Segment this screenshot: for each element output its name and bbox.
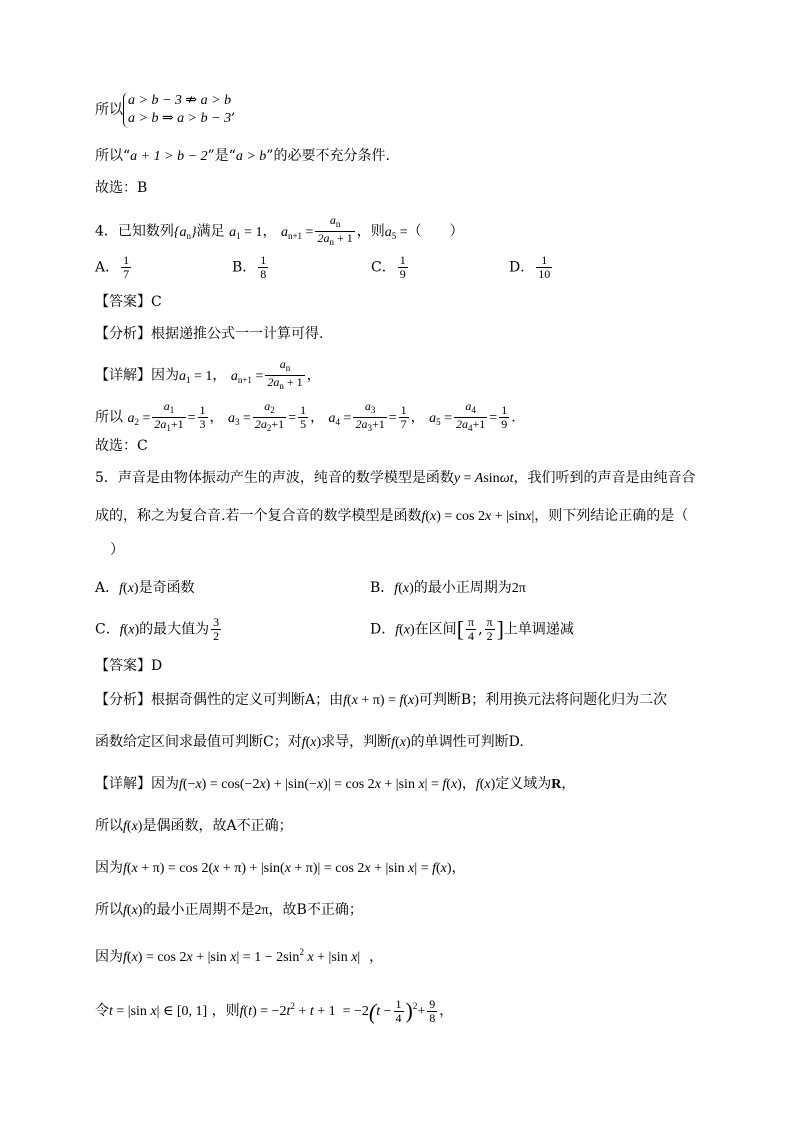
text: 的单调性可判断D. xyxy=(410,734,524,750)
fx: f(x) xyxy=(475,777,496,792)
analysis-text: 根据递推公式一一计算可得. xyxy=(151,326,324,342)
fx: f(x) xyxy=(119,622,140,638)
initial-term: $a_1 = 1$ xyxy=(229,224,263,241)
numerator: 1 xyxy=(260,253,267,267)
option-label: A． xyxy=(95,580,120,596)
denominator: 8 xyxy=(260,267,267,281)
denominator: 9 xyxy=(399,267,406,281)
q5-detail-line-1 xyxy=(95,774,575,795)
text: 5．声音是由物体振动产生的声波，纯音的数学模型是函数 xyxy=(95,470,454,486)
fx: f(x) xyxy=(123,819,143,834)
conclusion-system-line xyxy=(95,92,236,128)
q5-line-3: ） xyxy=(110,542,124,558)
detail-tag: 【详解】 xyxy=(95,776,151,792)
answer-choice-line: 故选：B xyxy=(95,180,148,196)
text: 成的，称之为复合音.若一个复合音的数学模型是函数 xyxy=(95,508,422,524)
option-label: C． xyxy=(95,621,120,638)
text: 定义域为 xyxy=(495,776,552,792)
system-row-1: a > b − 3 ⇏ a > b xyxy=(128,93,232,108)
option-fraction xyxy=(258,254,268,281)
analysis-tag: 【分析】 xyxy=(95,692,151,708)
fx: f(x) xyxy=(394,581,414,596)
option-fraction xyxy=(398,254,408,281)
value: 2π xyxy=(254,903,269,918)
condition-2: a > b xyxy=(235,149,267,164)
numerator: 1 xyxy=(123,253,130,267)
option-a xyxy=(95,254,133,281)
option-c xyxy=(371,254,410,281)
constant-fraction: $\frac{9}{8}$ xyxy=(429,996,436,1025)
text: 的最小正周期为 xyxy=(413,580,512,596)
text: 因为 xyxy=(151,367,179,384)
detail-tag: 【详解】 xyxy=(95,367,151,384)
text: 所以“ xyxy=(95,148,131,164)
text: 求导，判断 xyxy=(321,734,392,750)
text: 所以 xyxy=(95,902,123,918)
periodicity-formula: f(x + π) = f(x) xyxy=(343,693,419,708)
text: 的最大值为 xyxy=(139,621,210,638)
pure-tone-formula: y = Asinωt xyxy=(453,471,514,486)
q4-answer xyxy=(95,292,162,312)
text: ， xyxy=(439,1003,454,1019)
q5-option-a xyxy=(95,578,195,599)
substitution: t = |sin x| ∈ [0, 1] xyxy=(109,1004,208,1019)
recurrence-formula: $a_{n+1}$ = xyxy=(280,224,314,241)
text: ，故B不正确； xyxy=(268,902,363,918)
option-label: A． xyxy=(95,259,120,276)
question-4-stem xyxy=(95,214,464,249)
q5-detail-line-3 xyxy=(95,858,466,879)
q5-analysis-line-1 xyxy=(95,690,667,711)
text: ， xyxy=(369,949,384,965)
q5-detail-line-6: 令t = |sin x| ∈ [0, 1] ，则$f(t) = -2t^2 + t + 1 = -2(t$ − $\frac{1}{4}$ )$^2$+ $\frac{9}{8}$ ， xyxy=(95,996,454,1025)
option-label: D． xyxy=(509,259,535,276)
analysis-tag: 【分析】 xyxy=(95,326,151,342)
q4-detail xyxy=(95,358,321,393)
q5-detail-line-2 xyxy=(95,816,293,837)
answer-tag: 【答案】 xyxy=(95,294,151,310)
text: 因为 xyxy=(95,949,123,965)
text: 所以 xyxy=(95,818,123,834)
text: ”的必要不充分条件. xyxy=(266,148,390,164)
denominator: 7 xyxy=(123,267,130,281)
recurrence-fraction: $\frac{a_n}{2a_n + 1}$ xyxy=(317,213,353,247)
text: 可判断B；利用换元法将问题化归为二次 xyxy=(418,692,668,708)
so-label: 所以 xyxy=(95,102,123,118)
q4-end: 故选：C xyxy=(95,438,148,454)
term-a3: $a_3$ = xyxy=(228,410,251,427)
answer-value: C xyxy=(151,294,162,310)
option-label: B． xyxy=(370,580,395,596)
max-value: $\frac{3}{2}$ xyxy=(213,615,220,643)
text: 是偶函数，故A不正确； xyxy=(142,818,293,834)
system-row-2: a > b ⇒ a > b − 3 xyxy=(128,111,232,126)
condition-1: a + 1 > b − 2 xyxy=(130,149,208,164)
text: 4．已知数列 xyxy=(95,223,174,240)
text: ， xyxy=(262,223,277,240)
implication-system xyxy=(123,92,231,128)
text: ， xyxy=(561,776,576,792)
term-a4: $a_4$ = xyxy=(328,410,352,427)
option-label: D． xyxy=(370,621,396,638)
initial-term: $a_1 = 1$ xyxy=(179,368,213,385)
fraction: $\frac{a_1}{2a_1+1}$ xyxy=(154,399,184,433)
q5-option-b xyxy=(370,578,526,599)
recurrence-fraction: $\frac{a_n}{2a_n + 1}$ xyxy=(267,357,303,391)
value: 2π xyxy=(511,581,526,596)
text: 在区间 xyxy=(414,621,457,638)
real-numbers: R xyxy=(551,777,562,792)
option-label: B． xyxy=(232,259,257,276)
fraction: $\frac{a_3}{2a_3+1}$ xyxy=(355,399,385,433)
value-a5: $\frac{1}{9}$ xyxy=(501,403,508,431)
period-check-formula: f(x + π) = cos 2(x + π) + |sin(x + π)| = cos 2x + |sin x| = f(x) xyxy=(123,861,452,876)
q5-line-1 xyxy=(95,468,695,489)
q5-answer xyxy=(95,656,162,676)
rewrite-formula: f(x) = cos 2x + |sin $x| = 1 - 2\sin^2$ x + |sin x| xyxy=(123,947,361,965)
text: 是奇函数 xyxy=(138,580,195,596)
numerator: 1 xyxy=(536,254,552,268)
text: ， xyxy=(306,367,321,384)
option-label: C． xyxy=(371,259,396,276)
necessary-condition-line xyxy=(95,146,390,167)
composite-formula: f(x) = cos 2x + |sinx| xyxy=(421,509,535,524)
fx: f(x) xyxy=(391,735,411,750)
text: （ ） xyxy=(407,223,464,240)
target-term: $a_5$ = xyxy=(384,224,408,241)
answer-value: D xyxy=(151,658,163,674)
text: ，则下列结论正确的是（ xyxy=(534,508,689,524)
fraction: $\frac{a_2}{2a_2+1}$ xyxy=(254,399,285,433)
option-fraction xyxy=(121,254,131,281)
text: ”是“ xyxy=(207,148,236,164)
fraction: $\frac{a_4}{2a_4+1}$ xyxy=(456,399,486,433)
quadratic-formula: $f(t) = -2t^2 + t + 1 = -2(t$ − xyxy=(239,998,392,1024)
fx: f(x) xyxy=(301,735,322,750)
numerator: 1 xyxy=(399,253,406,267)
value-a2: $\frac{1}{3}$ xyxy=(199,403,206,431)
text: ， xyxy=(461,776,476,792)
text: 上单调递减 xyxy=(503,621,574,638)
text: 的最小正周期不是 xyxy=(142,902,255,918)
option-d xyxy=(509,254,554,281)
text: ， xyxy=(212,367,227,384)
denominator: 10 xyxy=(538,267,551,281)
value-a4: $\frac{1}{7}$ xyxy=(400,403,407,431)
text: ， xyxy=(451,860,466,876)
comma: , xyxy=(231,102,236,118)
fx: f(x) xyxy=(395,622,415,638)
q4-analysis xyxy=(95,324,323,344)
option-b xyxy=(232,254,270,281)
text: 因为 xyxy=(151,776,179,792)
text: 令 xyxy=(95,1003,109,1019)
q5-option-c xyxy=(95,616,223,643)
value-a3: $\frac{1}{5}$ xyxy=(300,403,307,431)
interval-left: $\frac{\pi}{4}$ xyxy=(468,615,475,643)
text: ，则 xyxy=(211,1003,240,1019)
q5-line-2 xyxy=(95,506,688,527)
q5-detail-line-4 xyxy=(95,900,363,921)
answer-tag: 【答案】 xyxy=(95,658,151,674)
text: 因为 xyxy=(95,860,123,876)
fx: f(x) xyxy=(123,903,143,918)
q4-computation: 所以 $a_2$ = $\frac{a_1}{2a_1+1}$ = $\frac{1}{3}$ ， $a_3$ = $\frac{a_2}{2a_2+1}$ = $\frac{1}{5}$ ， $a_4$ = $\frac{a_3}{2a_3+1}$ = $\frac{1}{7}$ ， $a_5$ = $\frac{a_4}{2a_4+1}$ = $\frac{1}{9}$ . xyxy=(95,399,516,433)
text: ，我们听到的声音是由纯音合 xyxy=(513,470,696,486)
q5-option-d: D．f(x)在区间[ $\frac{\pi}{4}$ , $\frac{\pi}{2}$ ]上单调递减 xyxy=(370,615,574,643)
term-a5: $a_5$ = xyxy=(429,410,452,427)
even-check-formula: f(−x) = cos(−2x) + |sin(−x)| = cos 2x + |sin x| = f(x) xyxy=(179,777,462,792)
vertex-fraction: $\frac{1}{4}$ xyxy=(395,996,402,1025)
text: ，则 xyxy=(356,223,385,240)
term-a2: $a_2$ = xyxy=(127,410,151,427)
q5-detail-line-5 xyxy=(95,942,383,968)
q5-analysis-line-2 xyxy=(95,732,524,753)
sequence-notation: $\{a_n\}$ xyxy=(173,224,197,241)
text: 满足 xyxy=(196,223,225,240)
option-fraction xyxy=(536,254,552,281)
text: 根据奇偶性的定义可判断A；由 xyxy=(151,692,344,708)
text: 函数给定区间求最值可判断C；对 xyxy=(95,734,302,750)
interval-right: $\frac{\pi}{2}$ xyxy=(486,615,493,643)
fx: f(x) xyxy=(119,581,139,596)
text: 所以 xyxy=(95,409,123,426)
recurrence-formula: $a_{n+1}$ = xyxy=(230,368,264,385)
